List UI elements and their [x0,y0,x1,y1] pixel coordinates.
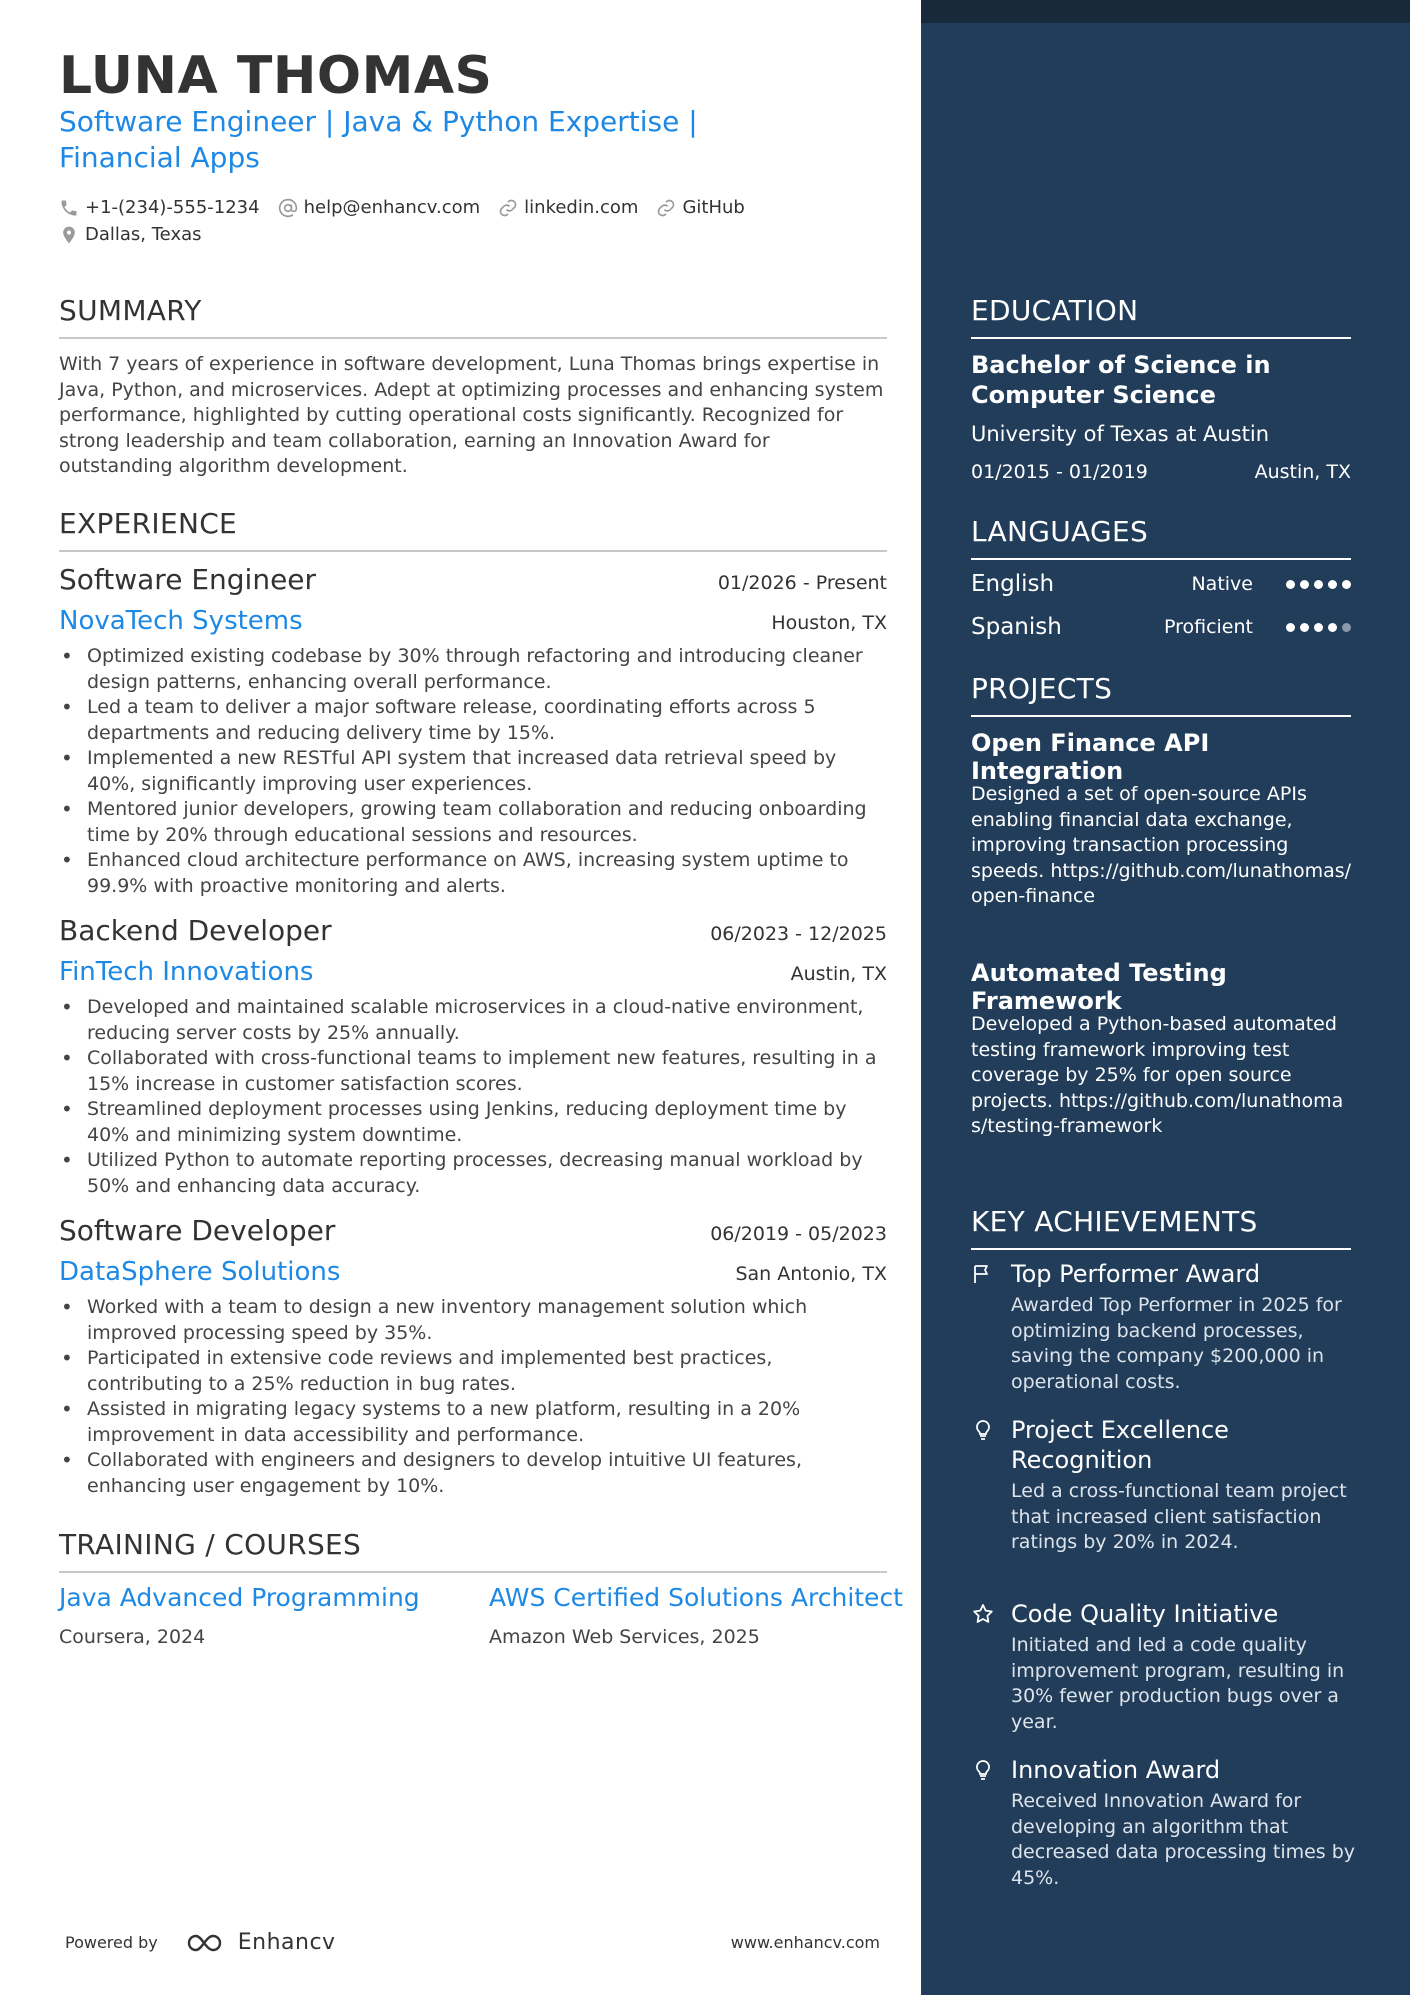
phone-text: +1-(234)-555-1234 [85,197,260,218]
job-company: FinTech Innovations [59,957,314,987]
summary-heading: SUMMARY [59,294,887,339]
job-dates: 06/2019 - 05/2023 [710,1223,887,1245]
language-level: Proficient [1163,616,1253,638]
contact-github[interactable] [656,197,744,218]
job-title: Software Developer [59,1214,336,1247]
experience-heading: EXPERIENCE [59,507,887,552]
contact-location [59,224,202,245]
job-title: Backend Developer [59,914,332,947]
project-link[interactable]: https://github.com/lunathomas/testing-framework [971,1089,1344,1137]
job-entry [59,1214,887,1499]
enhancv-logo-icon [186,1932,232,1954]
project-link[interactable]: https://github.com/lunathomas/open-finance [971,859,1352,907]
rating-dot [1286,623,1295,632]
achievement-item [971,1599,1356,1735]
rating-dot [1300,580,1309,589]
languages-heading: LANGUAGES [971,515,1351,560]
achievement-description: Awarded Top Performer in 2025 for optimizing backend processes, saving the company $200,000 in operational costs. [1011,1294,1342,1393]
job-entry [59,914,887,1199]
bullet-item: • Mentored junior developers, growing team collaboration and reducing onboarding time by 20% through educational sessions and resources. [59,797,887,848]
brand-name: Enhancv [237,1930,336,1955]
achievement-description: Led a cross-functional team project that increased client satisfaction ratings by 20% in 2024. [1011,1480,1347,1553]
achievement-item [971,1259,1356,1395]
language-rating [1286,580,1351,589]
course-title: AWS Certified Solutions Architect [489,1583,903,1612]
job-location: San Antonio, TX [735,1263,887,1285]
project-description [971,782,1356,910]
project-summary: Designed a set of open-source APIs enabling financial data exchange, improving transaction processing speeds. [971,783,1307,882]
job-location: Houston, TX [771,612,887,634]
rating-dot [1342,580,1351,589]
rating-dot [1314,623,1323,632]
job-company: DataSphere Solutions [59,1257,341,1287]
bullet-item: • Led a team to deliver a major software release, coordinating efforts across 5 departments and reducing delivery time by 15%. [59,695,887,746]
phone-icon [59,198,79,218]
education-dates: 01/2015 - 01/2019 [971,461,1148,483]
project-summary: Developed a Python-based automated testing framework improving test coverage by 25% for open source projects. [971,1013,1337,1112]
project-description [971,1012,1356,1140]
achievements-heading: KEY ACHIEVEMENTS [971,1205,1351,1250]
training-heading: TRAINING / COURSES [59,1528,887,1573]
job-title: Software Engineer [59,563,317,596]
headline: Software Engineer | Java & Python Expertise | Financial Apps [59,105,698,174]
rating-dot [1314,580,1323,589]
course-meta: Coursera, 2024 [59,1626,206,1648]
language-item [971,614,1351,640]
at-sign-icon [278,198,298,218]
rating-dot [1300,623,1309,632]
achievement-title: Top Performer Award [1011,1260,1261,1288]
achievement-description: Received Innovation Award for developing an algorithm that decreased data processing times by 45%. [1011,1790,1356,1889]
flag-icon [971,1262,995,1286]
powered-by [65,1930,336,1955]
link-icon [656,198,676,218]
education-meta [971,461,1351,483]
job-dates: 06/2023 - 12/2025 [710,923,887,945]
lightbulb-icon [971,1758,995,1782]
job-entry [59,563,887,899]
education-heading: EDUCATION [971,294,1351,339]
bullet-item: • Participated in extensive code reviews and implemented best practices, contributing to a 25% reduction in bug rates. [59,1346,887,1397]
summary-text: With 7 years of experience in software development, Luna Thomas brings expertise in Java, Python, and microservices. Adept at optimizing processes and enhancing system performance, highlighted by cutting operational costs significantly. Recognized for strong leadership and team collaboration, earning an Innovation Award for outstanding algorithm development. [59,353,884,477]
lightbulb-icon [971,1418,995,1442]
achievement-item [971,1415,1356,1556]
link-icon [498,198,518,218]
job-dates: 01/2026 - Present [717,572,887,594]
contact-info [59,194,889,248]
location-text: Dallas, Texas [85,224,202,245]
location-pin-icon [59,225,79,245]
bullet-item: • Enhanced cloud architecture performance on AWS, increasing system uptime to 99.9% with proactive monitoring and alerts. [59,848,887,899]
project-title: Automated Testing Framework [971,959,1227,1015]
footer [65,1930,880,1955]
rating-dot [1286,580,1295,589]
bullet-item: • Worked with a team to design a new inventory management solution which improved processing speed by 35%. [59,1295,887,1346]
achievement-title: Innovation Award [1011,1756,1221,1784]
email-text: help@enhancv.com [303,197,481,218]
powered-by-label: Powered by [65,1933,158,1952]
course-entry [489,1583,909,1648]
bullet-item: • Streamlined deployment processes using Jenkins, reducing deployment time by 40% and minimizing system downtime. [59,1097,887,1148]
bullet-item: • Collaborated with cross-functional teams to implement new features, resulting in a 15% increase in customer satisfaction scores. [59,1046,887,1097]
github-text: GitHub [682,197,745,218]
star-icon [971,1602,995,1626]
achievement-item [971,1755,1356,1891]
achievement-title: Project Excellence Recognition [1011,1416,1229,1474]
bullet-item: • Utilized Python to automate reporting processes, decreasing manual workload by 50% and enhancing data accuracy. [59,1148,887,1199]
job-company: NovaTech Systems [59,606,303,636]
bullet-item: • Optimized existing codebase by 30% through refactoring and introducing cleaner design patterns, enhancing overall performance. [59,644,887,695]
site-link[interactable]: www.enhancv.com [730,1933,880,1952]
bullet-item: • Collaborated with engineers and designers to develop intuitive UI features, enhancing user engagement by 10%. [59,1448,887,1499]
project-title: Open Finance API Integration [971,729,1210,785]
bullet-item: • Assisted in migrating legacy systems to a new platform, resulting in a 20% improvement in data accessibility and performance. [59,1397,887,1448]
bullet-item: • Developed and maintained scalable microservices in a cloud-native environment, reducing server costs by 25% annually. [59,995,887,1046]
achievement-description: Initiated and led a code quality improvement program, resulting in 30% fewer production bugs over a year. [1011,1634,1345,1733]
language-level: Native [1191,573,1253,595]
sidebar-top-band [921,0,1410,23]
contact-linkedin[interactable] [498,197,638,218]
job-bullets [59,995,887,1199]
school: University of Texas at Austin [971,422,1270,446]
job-bullets [59,644,887,899]
education-location: Austin, TX [1254,461,1351,483]
candidate-name: LUNA THOMAS [59,46,493,106]
linkedin-text: linkedin.com [524,197,639,218]
degree: Bachelor of Science in Computer Science [971,351,1271,409]
rating-dot [1342,623,1351,632]
course-meta: Amazon Web Services, 2025 [489,1626,760,1648]
job-location: Austin, TX [790,963,887,985]
language-name: Spanish [971,614,1062,640]
achievement-title: Code Quality Initiative [1011,1600,1279,1628]
rating-dot [1328,580,1337,589]
language-item [971,571,1351,597]
contact-email[interactable] [278,197,481,218]
projects-heading: PROJECTS [971,672,1351,717]
course-entry [59,1583,479,1648]
language-rating [1286,623,1351,632]
course-title: Java Advanced Programming [59,1583,420,1612]
bullet-item: • Implemented a new RESTful API system that increased data retrieval speed by 40%, significantly improving user experiences. [59,746,887,797]
rating-dot [1328,623,1337,632]
contact-phone[interactable] [59,197,260,218]
job-bullets [59,1295,887,1499]
language-name: English [971,571,1055,597]
